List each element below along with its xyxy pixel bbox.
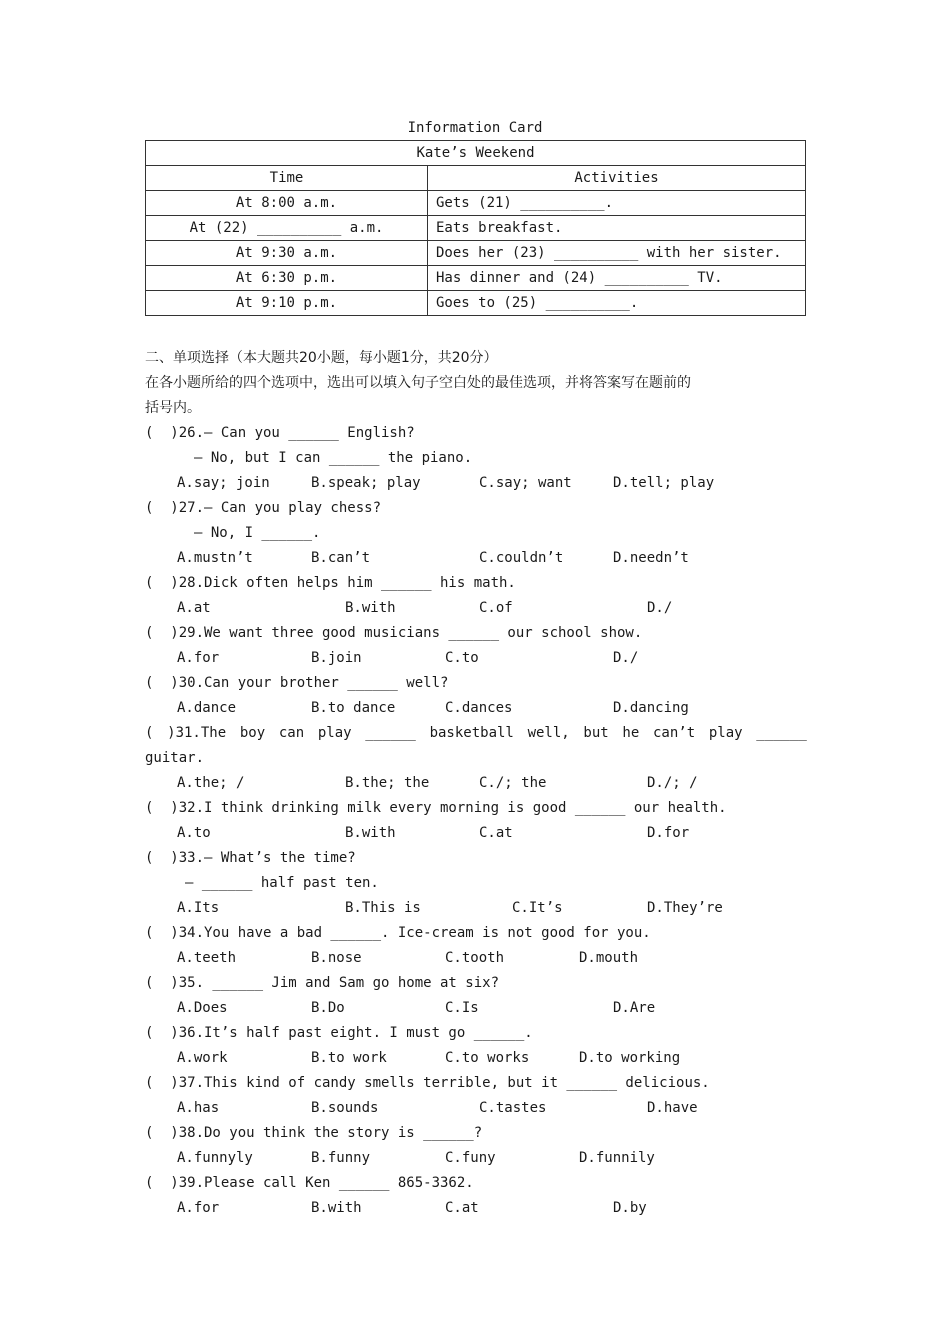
question-39: ( )39.Please call Ken ______ 865-3362. [145,1175,474,1191]
option-d: D./ [613,650,639,666]
question-35: ( )35. ______ Jim and Sam go home at six? [145,975,500,991]
option-c: C.of [479,600,513,616]
table-row [146,291,806,316]
option-d: D.mouth [579,950,639,966]
table-row [146,216,806,241]
time-cell: At 9:10 p.m. [146,291,428,316]
option-b: B.Do [311,1000,345,1016]
option-d: D./; / [647,775,698,791]
table-row [146,141,806,166]
option-b: B.with [345,600,396,616]
question-28: ( )28.Dick often helps him ______ his math. [145,575,516,591]
activity-cell: Gets (21) __________. [428,191,806,216]
option-c: C./; the [479,775,547,791]
question-27: ( )27.— Can you play chess? [145,500,382,516]
question-27-response: — No, I ______. [194,525,321,541]
time-cell: At 8:00 a.m. [146,191,428,216]
time-cell: At 6:30 p.m. [146,266,428,291]
option-b: B.sounds [311,1100,379,1116]
option-d: D.funnily [579,1150,655,1166]
stem-word: ( [145,725,154,741]
question-26-response: — No, but I can ______ the piano. [194,450,473,466]
option-b: B.can’t [311,550,371,566]
option-a: A.Does [177,1000,228,1016]
option-d: D.needn’t [613,550,689,566]
stem-word: play [708,725,743,741]
option-b: B.join [311,650,362,666]
option-b: B.with [311,1200,362,1216]
option-a: A.funnyly [177,1150,253,1166]
option-c: C.tooth [445,950,505,966]
option-b: B.the; the [345,775,430,791]
stem-word: well, [527,725,570,741]
option-d: D.to working [579,1050,681,1066]
stem-word: ______ [365,725,416,741]
option-a: A.dance [177,700,237,716]
option-c: C.at [479,825,513,841]
table-row [146,166,806,191]
question-38: ( )38.Do you think the story is ______? [145,1125,483,1141]
option-c: C.funy [445,1150,496,1166]
information-card-table [145,140,806,316]
option-d: D./ [647,600,673,616]
option-d: D.have [647,1100,698,1116]
activity-cell: Eats breakfast. [428,216,806,241]
time-cell: At (22) __________ a.m. [146,216,428,241]
option-a: A.teeth [177,950,237,966]
option-a: A.work [177,1050,228,1066]
section-heading: 二、单项选择（本大题共20小题，每小题1分，共20分） [145,350,498,366]
stem-word: can’t [652,725,696,741]
activity-cell: Goes to (25) __________. [428,291,806,316]
table-row [146,241,806,266]
option-a: A.for [177,1200,220,1216]
option-d: D.by [613,1200,647,1216]
stem-word: ______ [756,725,807,741]
option-a: A.mustn’t [177,550,253,566]
option-c: C.say; want [479,475,572,491]
option-a: A.Its [177,900,220,916]
stem-word: but [583,725,609,741]
option-c: C.dances [445,700,513,716]
option-c: C.to [445,650,479,666]
option-a: A.for [177,650,220,666]
column-header-activities: Activities [428,166,806,191]
option-b: B.This is [345,900,421,916]
option-c: C.tastes [479,1100,547,1116]
question-36: ( )36.It’s half past eight. I must go ______. [145,1025,533,1041]
option-c: C.at [445,1200,479,1216]
card-title: Information Card [407,120,543,136]
section-instruction: 在各小题所给的四个选项中，选出可以填入句子空白处的最佳选项，并将答案写在题前的 [145,375,691,391]
option-a: A.at [177,600,211,616]
option-a: A.to [177,825,211,841]
table-row [146,266,806,291]
stem-word: boy [239,725,266,741]
stem-word: )31.The [167,725,227,741]
stem-word: play [317,725,352,741]
question-37: ( )37.This kind of candy smells terrible, but it ______ delicious. [145,1075,710,1091]
option-a: A.say; join [177,475,270,491]
stem-word: can [278,725,305,741]
option-b: B.speak; play [311,475,421,491]
section-instruction-cont: 括号内。 [145,400,201,416]
column-header-time: Time [146,166,428,191]
option-d: D.dancing [613,700,689,716]
activity-cell: Has dinner and (24) __________ TV. [428,266,806,291]
option-d: D.for [647,825,690,841]
question-33: ( )33.— What’s the time? [145,850,356,866]
option-a: A.has [177,1100,220,1116]
card-header: Kate’s Weekend [146,141,806,166]
option-c: C.It’s [512,900,563,916]
option-b: B.to dance [311,700,396,716]
option-d: D.tell; play [613,475,715,491]
option-c: C.couldn’t [479,550,564,566]
option-c: C.to works [445,1050,530,1066]
question-31-continuation: guitar. [145,750,205,766]
table-row [146,191,806,216]
option-a: A.the; / [177,775,245,791]
option-b: B.with [345,825,396,841]
question-31 [145,723,807,743]
option-b: B.nose [311,950,362,966]
option-d: D.They’re [647,900,723,916]
option-c: C.Is [445,1000,479,1016]
time-cell: At 9:30 a.m. [146,241,428,266]
option-d: D.Are [613,1000,656,1016]
activity-cell: Does her (23) __________ with her sister. [428,241,806,266]
question-33-response: — ______ half past ten. [185,875,379,891]
stem-word: basketball [429,725,514,741]
stem-word: he [622,725,640,741]
option-b: B.to work [311,1050,387,1066]
question-30: ( )30.Can your brother ______ well? [145,675,449,691]
question-32: ( )32.I think drinking milk every morning is good ______ our health. [145,800,727,816]
question-34: ( )34.You have a bad ______. Ice-cream is not good for you. [145,925,651,941]
question-26: ( )26.— Can you ______ English? [145,425,415,441]
option-b: B.funny [311,1150,371,1166]
question-29: ( )29.We want three good musicians ______ our school show. [145,625,643,641]
